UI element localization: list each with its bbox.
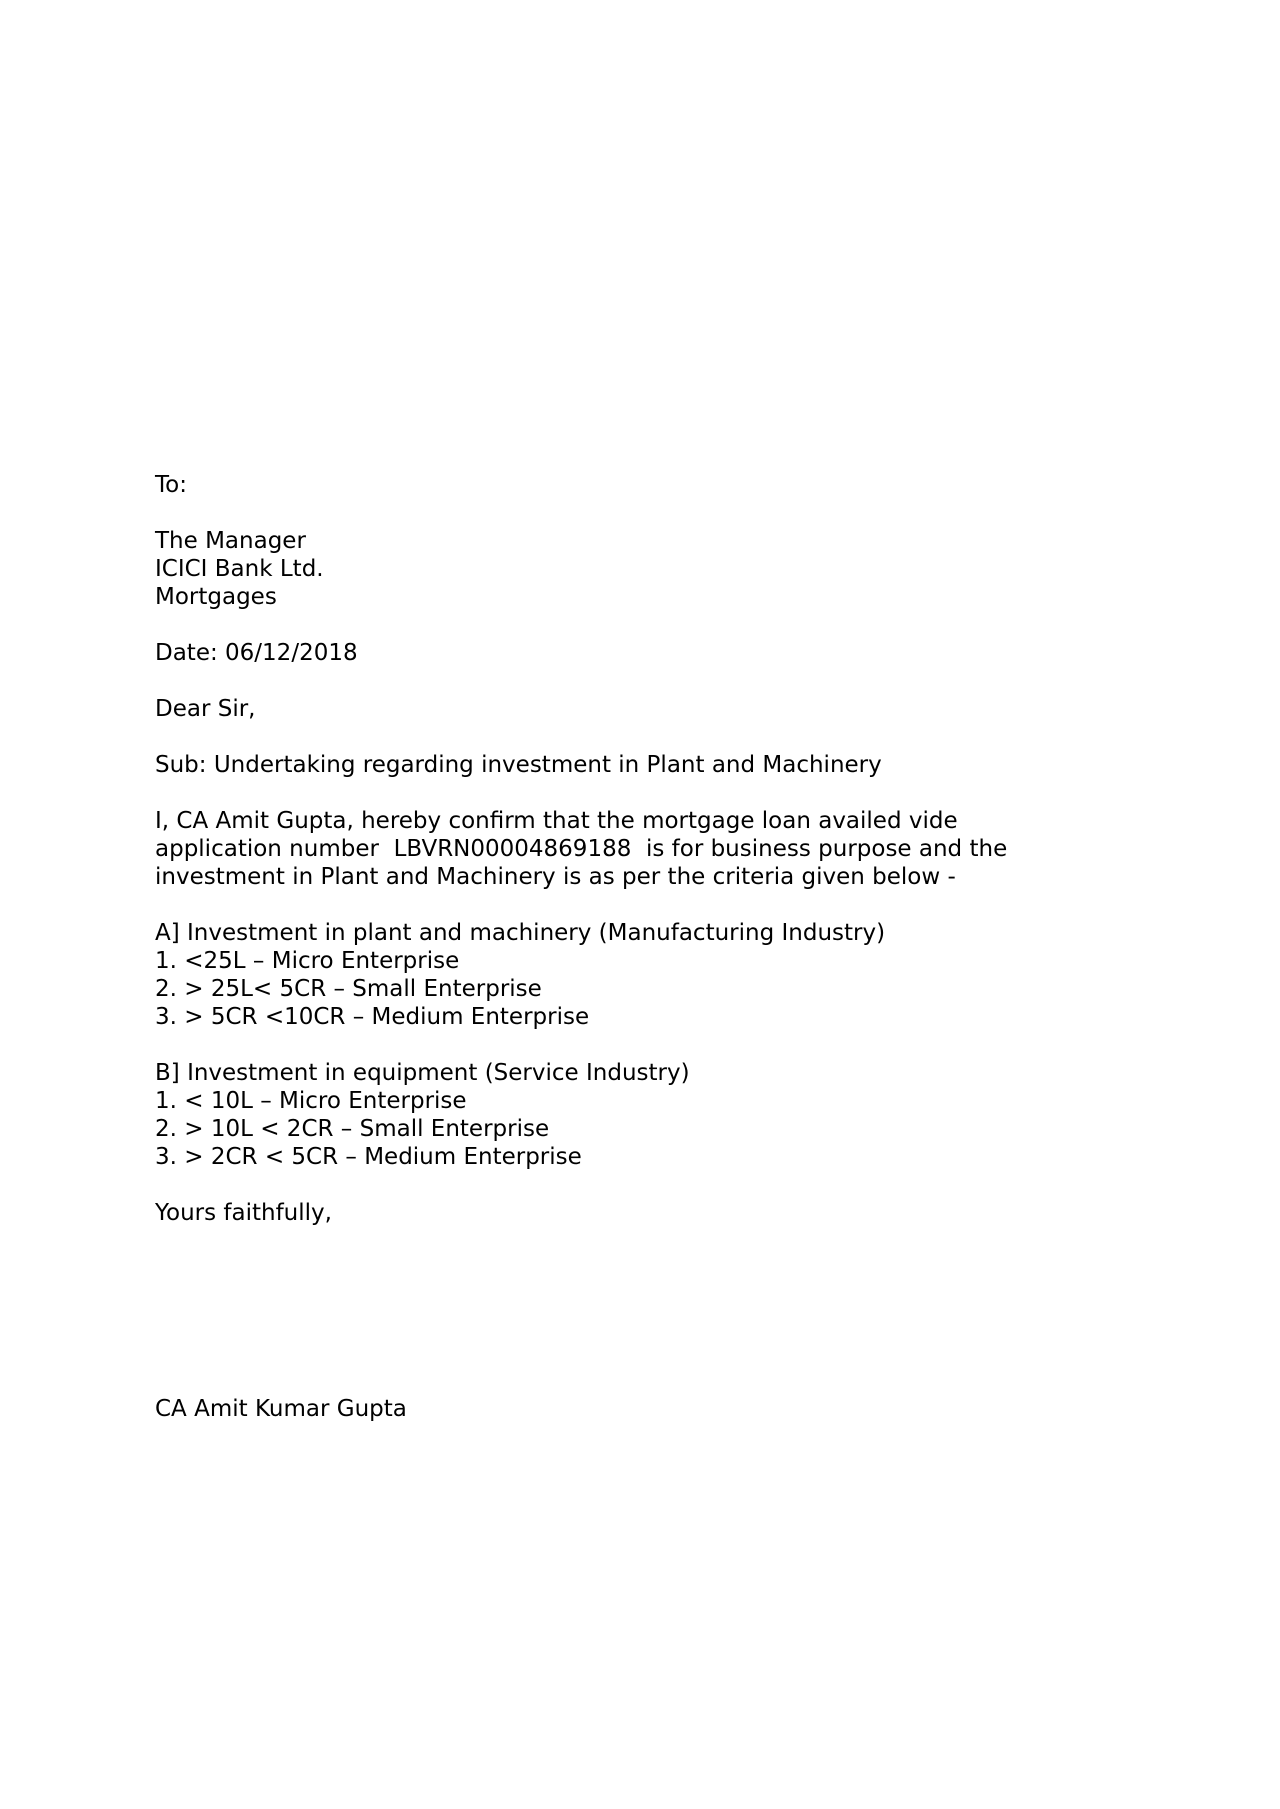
section-b-item: 3. > 2CR < 5CR – Medium Enterprise [155, 1144, 582, 1170]
recipient-block [155, 527, 1115, 611]
signatory-name: CA Amit Kumar Gupta [155, 1396, 407, 1422]
section-a-item: 1. <25L – Micro Enterprise [155, 948, 460, 974]
section-b-item: 1. < 10L – Micro Enterprise [155, 1088, 467, 1114]
to-label: To: [155, 472, 187, 498]
section-b-heading: B] Investment in equipment (Service Industry) [155, 1060, 690, 1086]
section-b-item: 2. > 10L < 2CR – Small Enterprise [155, 1116, 550, 1142]
body-line: application number LBVRN00004869188 is for business purpose and the [155, 836, 1008, 862]
recipient-title: The Manager [155, 528, 306, 554]
section-a-item: 2. > 25L< 5CR – Small Enterprise [155, 976, 542, 1002]
body-line: investment in Plant and Machinery is as per the criteria given below - [155, 864, 956, 890]
recipient-department: Mortgages [155, 584, 277, 610]
section-a-item: 3. > 5CR <10CR – Medium Enterprise [155, 1004, 590, 1030]
salutation: Dear Sir, [155, 696, 256, 722]
closing: Yours faithfully, [155, 1200, 332, 1226]
letter-body [155, 471, 1115, 1423]
body-paragraph [155, 807, 1115, 891]
letter-date: Date: 06/12/2018 [155, 640, 358, 666]
section-a [155, 919, 1115, 1031]
section-a-heading: A] Investment in plant and machinery (Manufacturing Industry) [155, 920, 886, 946]
section-b [155, 1059, 1115, 1171]
subject-line: Sub: Undertaking regarding investment in Plant and Machinery [155, 752, 882, 778]
body-line: I, CA Amit Gupta, hereby confirm that the mortgage loan availed vide [155, 808, 958, 834]
recipient-bank: ICICI Bank Ltd. [155, 556, 324, 582]
